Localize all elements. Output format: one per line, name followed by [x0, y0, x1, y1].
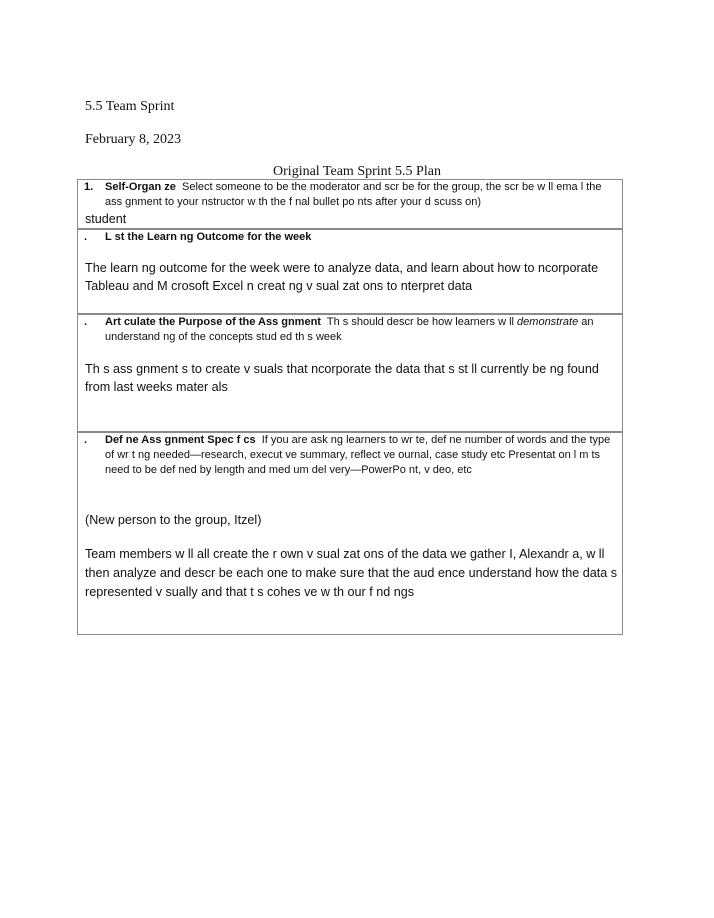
section-heading: L st the Learn ng Outcome for the week: [105, 231, 312, 243]
section-response[interactable]: student: [85, 212, 127, 226]
section-response[interactable]: Team members w ll all create the r own v sual zat ons of the data we gather I, Alexandr a, w ll then analyze and descr be each one to make sure that the aud ence understand how the data s represented v sually and that t s cohes ve w th our f nd ngs: [85, 547, 618, 599]
section-instructions-emphasis: demonstrate: [517, 316, 579, 328]
table-caption: Original Team Sprint 5.5 Plan: [273, 164, 441, 179]
section-heading: Art culate the Purpose of the Ass gnment: [105, 316, 321, 328]
section-heading: Self-Organ ze: [105, 181, 176, 193]
plan-section-purpose: [77, 314, 623, 433]
section-number: 1.: [84, 181, 94, 193]
section-response[interactable]: Th s ass gnment s to create v suals that ncorporate the data that s st ll currently be ng found from last weeks mater als: [85, 362, 599, 394]
section-number: .: [84, 434, 88, 446]
section-heading-row: [78, 433, 616, 478]
section-instructions: Th s should descr be how learners w ll: [326, 316, 514, 328]
section-heading: Def ne Ass gnment Spec f cs: [105, 434, 256, 446]
section-response[interactable]: The learn ng outcome for the week were to analyze data, and learn about how to ncorporate Tableau and M crosoft Excel n creat ng v sual zat ons to nterpret data: [85, 261, 599, 293]
section-heading-row: [78, 315, 616, 345]
section-instructions: Select someone to be the moderator and scr be for the group, the scr be w ll ema l the ass gnment to your nstructor w th the f nal bullet po nts after your d scuss on): [105, 181, 602, 208]
plan-section-learning-outcome: [77, 229, 623, 315]
section-response-note[interactable]: (New person to the group, Itzel): [85, 513, 262, 527]
section-heading-row: [78, 180, 616, 210]
document-title: 5.5 Team Sprint: [85, 99, 175, 114]
section-instructions-continued: an understand ng of the concepts stud ed th s week: [105, 316, 594, 343]
section-instructions: If you are ask ng learners to wr te, def ne number of words and the type of wr t ng needed—research, execut ve summary, reflect ve ournal, case study etc Presentat on l m ts need to be def ned by length and med um del very—PowerPo nt, v deo, etc: [105, 434, 611, 476]
section-number: .: [84, 231, 88, 243]
plan-section-self-organize: [77, 179, 623, 230]
plan-section-specifics: [77, 432, 623, 635]
section-heading-row: [78, 230, 616, 245]
document-date: February 8, 2023: [85, 132, 182, 147]
section-number: .: [84, 316, 88, 328]
